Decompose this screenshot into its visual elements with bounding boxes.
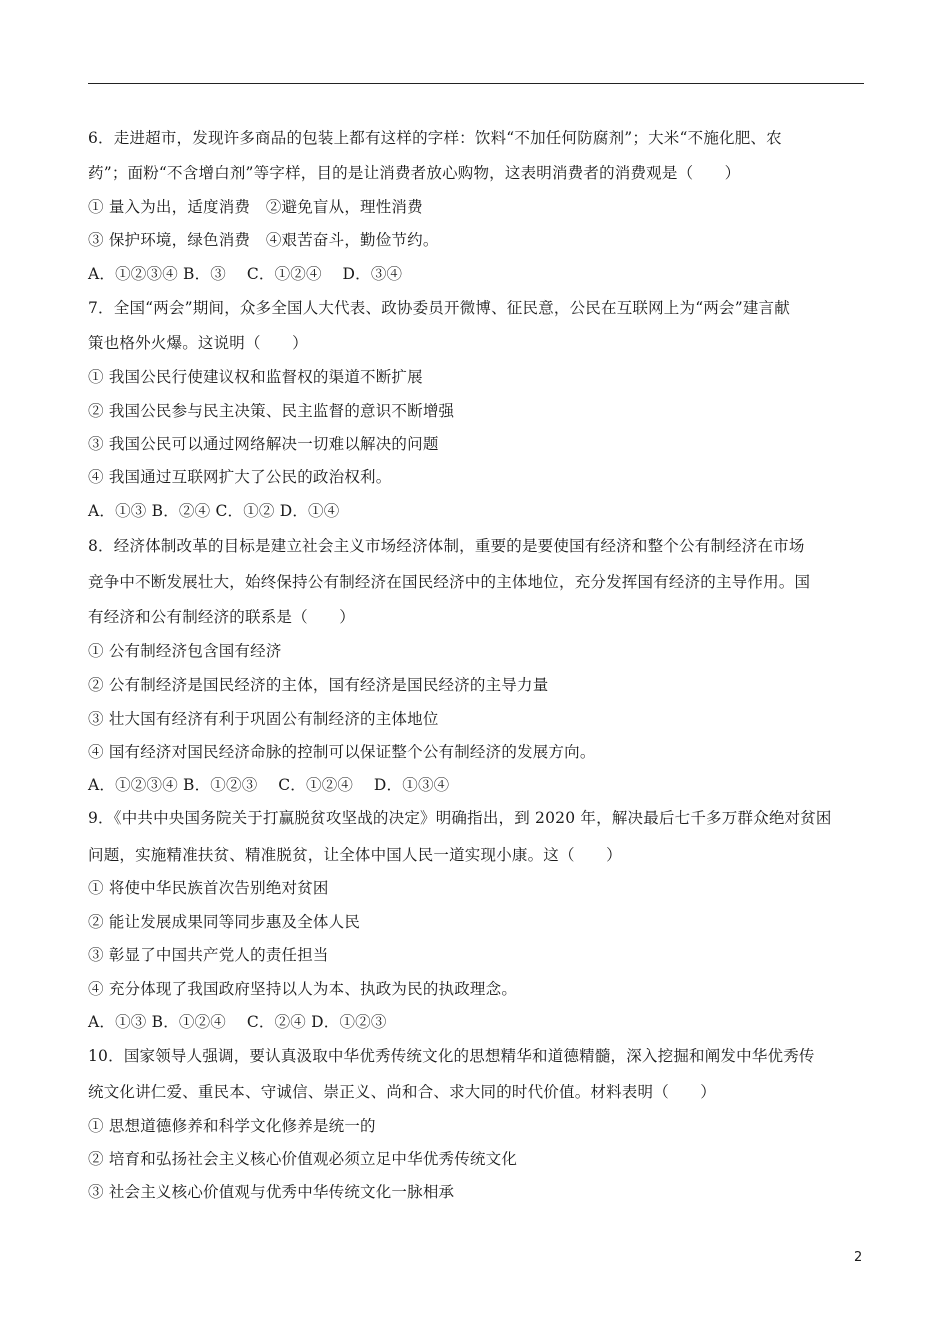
q7-option-1: ① 我国公民行使建议权和监督权的渠道不断扩展 [88, 368, 423, 386]
q6-stem-line-2: 药”；面粉“不含增白剂”等字样，目的是让消费者放心购物，这表明消费者的消费观是（ ） [88, 164, 741, 182]
q9-option-1: ① 将使中华民族首次告别绝对贫困 [88, 879, 329, 897]
header-rule [88, 83, 864, 84]
q7-option-4: ④ 我国通过互联网扩大了公民的政治权利。 [88, 468, 392, 486]
q6-stem-line-1: 6．走进超市，发现许多商品的包装上都有这样的字样：饮料“不加任何防腐剂”；大米“不施化肥、农 [88, 129, 782, 147]
q8-option-1: ① 公有制经济包含国有经济 [88, 642, 282, 660]
q7-stem-line-1: 7．全国“两会”期间，众多全国人大代表、政协委员开微博、征民意，公民在互联网上为“两会”建言献 [88, 299, 790, 317]
page-number: 2 [854, 1250, 863, 1265]
q10-option-1: ① 思想道德修养和科学文化修养是统一的 [88, 1117, 376, 1135]
q8-stem-line-2: 竞争中不断发展壮大，始终保持公有制经济在国民经济中的主体地位，充分发挥国有经济的主导作用。国 [88, 573, 811, 591]
q8-option-3: ③ 壮大国有经济有利于巩固公有制经济的主体地位 [88, 710, 439, 728]
q9-option-4: ④ 充分体现了我国政府坚持以人为本、执政为民的执政理念。 [88, 980, 518, 998]
q8-option-2: ② 公有制经济是国民经济的主体，国有经济是国民经济的主导力量 [88, 676, 549, 694]
q10-option-3: ③ 社会主义核心价值观与优秀中华传统文化一脉相承 [88, 1183, 455, 1201]
q8-option-4: ④ 国有经济对国民经济命脉的控制可以保证整个公有制经济的发展方向。 [88, 743, 596, 761]
q9-option-2: ② 能让发展成果同等同步惠及全体人民 [88, 913, 361, 931]
q10-stem-line-1: 10．国家领导人强调，要认真汲取中华优秀传统文化的思想精华和道德精髓，深入挖掘和阐发中华优秀传 [88, 1047, 815, 1065]
q9-option-3: ③ 彰显了中国共产党人的责任担当 [88, 946, 329, 964]
q8-stem-line-1: 8．经济体制改革的目标是建立社会主义市场经济体制，重要的是要使国有经济和整个公有制经济在市场 [88, 537, 805, 555]
q6-option-line-2: ③ 保护环境，绿色消费 ④艰苦奋斗，勤俭节约。 [88, 231, 439, 249]
q9-answers: A．①③ B．①②④ C．②④ D．①②③ [88, 1013, 387, 1031]
q7-answers: A．①③ B．②④ C．①② D．①④ [88, 502, 340, 520]
q7-stem-line-2: 策也格外火爆。这说明（ ） [88, 334, 308, 352]
q7-option-3: ③ 我国公民可以通过网络解决一切难以解决的问题 [88, 435, 439, 453]
q10-stem-line-2: 统文化讲仁爱、重民本、守诚信、崇正义、尚和合、求大同的时代价值。材料表明（ ） [88, 1083, 717, 1101]
q10-option-2: ② 培育和弘扬社会主义核心价值观必须立足中华优秀传统文化 [88, 1150, 518, 1168]
q8-stem-line-3: 有经济和公有制经济的联系是（ ） [88, 608, 355, 626]
q8-answers: A．①②③④ B．①②③ C．①②④ D．①③④ [88, 776, 450, 794]
q9-stem-line-1: 9．《中共中央国务院关于打赢脱贫攻坚战的决定》明确指出，到 2020 年，解决最后七千多万群众绝对贫困 [88, 809, 832, 827]
q6-answers: A．①②③④ B．③ C．①②④ D．③④ [88, 265, 403, 283]
q6-option-line-1: ① 量入为出，适度消费 ②避免盲从，理性消费 [88, 198, 423, 216]
q9-stem-line-2: 问题，实施精准扶贫、精准脱贫，让全体中国人民一道实现小康。这（ ） [88, 846, 622, 864]
q7-option-2: ② 我国公民参与民主决策、民主监督的意识不断增强 [88, 402, 455, 420]
